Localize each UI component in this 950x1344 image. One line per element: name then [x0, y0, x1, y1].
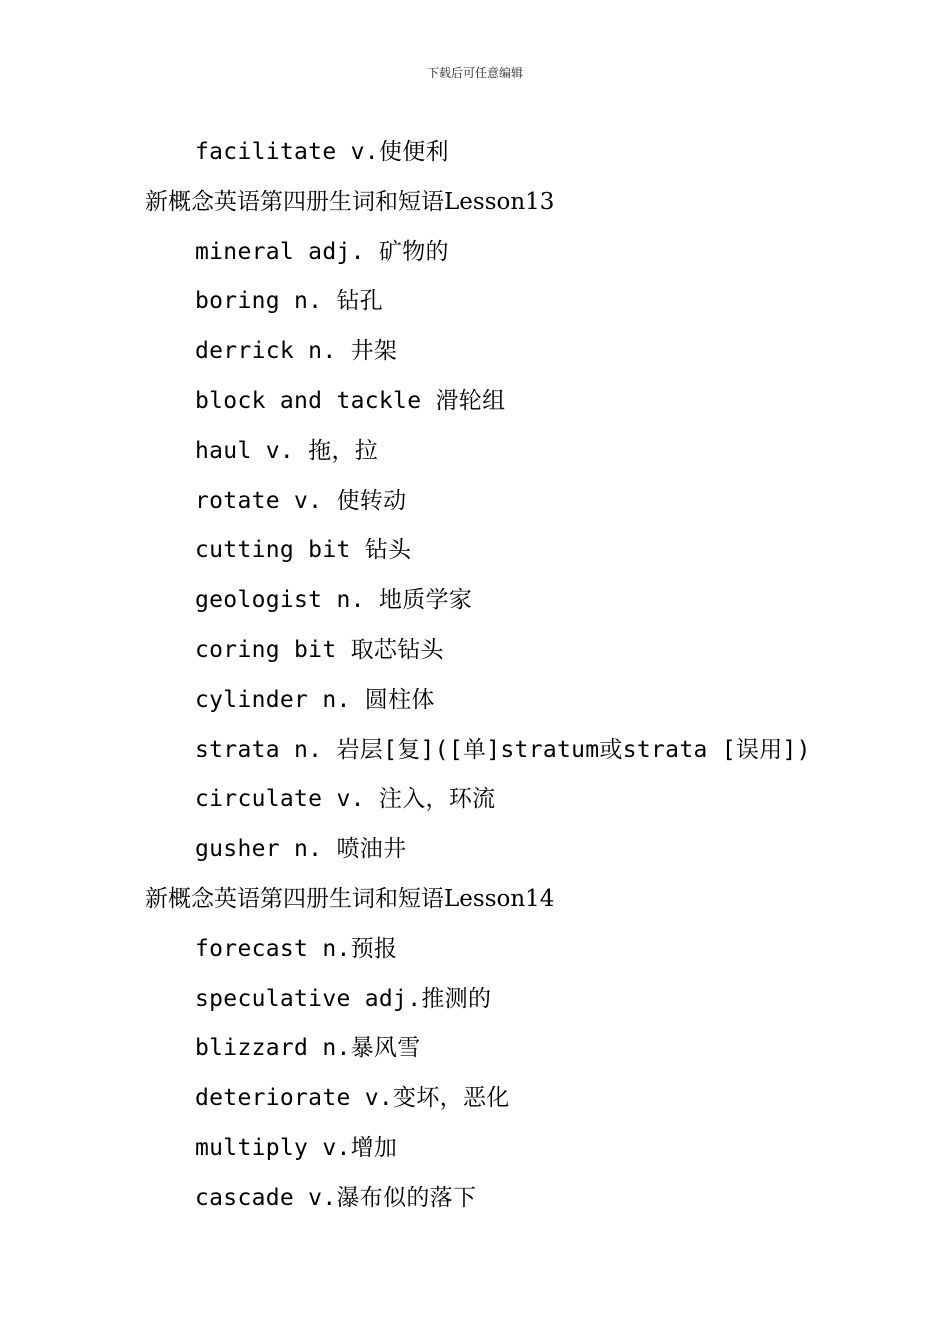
lesson-heading: 新概念英语第四册生词和短语Lesson13 [145, 188, 555, 215]
vocab-entry: deteriorate v.变坏，恶化 [195, 1085, 510, 1112]
vocab-entry: block and tackle 滑轮组 [195, 387, 506, 414]
vocab-entry: geologist n. 地质学家 [195, 587, 473, 614]
vocab-entry: circulate v. 注入，环流 [195, 786, 496, 813]
vocab-entry: cutting bit 钻头 [195, 537, 412, 564]
vocab-entry: haul v. 拖，拉 [195, 437, 379, 464]
vocab-entry: gusher n. 喷油井 [195, 836, 407, 863]
vocab-entry: speculative adj.推测的 [195, 985, 492, 1012]
vocab-entry: facilitate v.使便利 [195, 139, 449, 165]
vocab-entry: blizzard n.暴风雪 [195, 1035, 421, 1062]
page-header: 下载后可任意编辑 [426, 66, 523, 80]
vocabulary-list [0, 128, 950, 1224]
vocab-entry: strata n. 岩层[复]([单]stratum或strata [误用]) [195, 736, 811, 763]
vocab-entry: multiply v.增加 [195, 1134, 398, 1161]
vocab-entry: derrick n. 井架 [195, 338, 398, 365]
vocab-entry: coring bit 取芯钻头 [195, 636, 444, 663]
vocab-entry: rotate v. 使转动 [195, 487, 407, 514]
vocab-entry: cascade v.瀑布似的落下 [195, 1184, 477, 1211]
vocab-entry: boring n. 钻孔 [195, 288, 384, 315]
vocab-entry: cylinder n. 圆柱体 [195, 686, 435, 713]
vocab-entry: mineral adj. 矿物的 [195, 238, 449, 265]
lesson-heading: 新概念英语第四册生词和短语Lesson14 [145, 885, 555, 912]
vocab-entry: forecast n.预报 [195, 935, 398, 962]
